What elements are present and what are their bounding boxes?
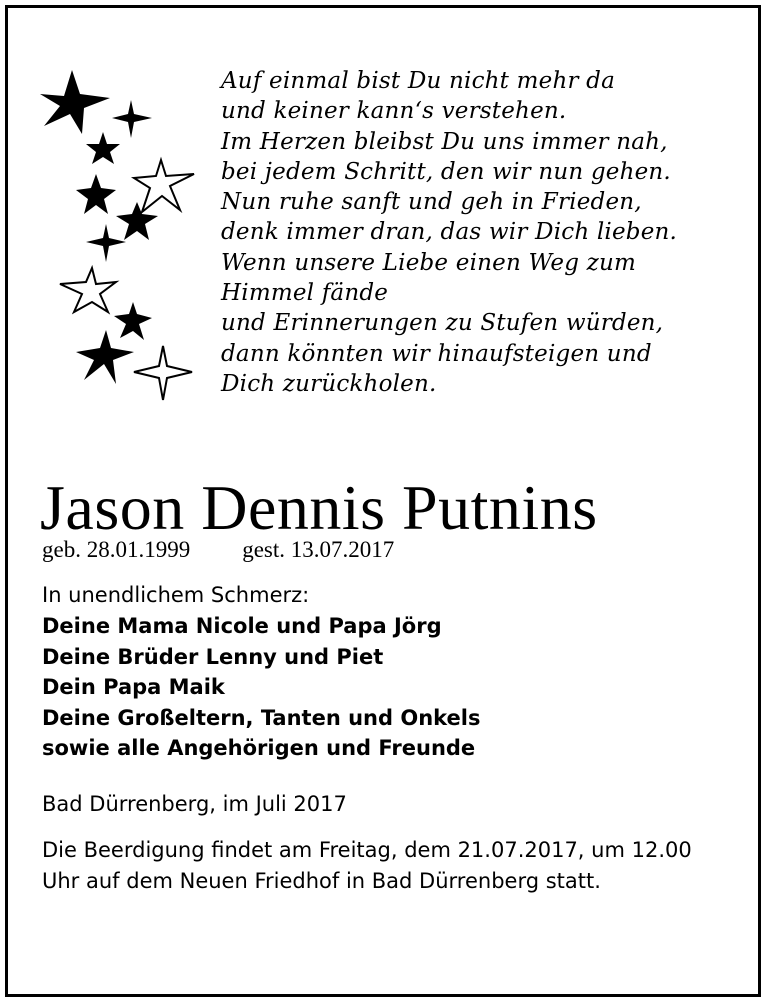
star-outline-icon (134, 160, 194, 212)
poem-line: und Erinnerungen zu Stufen würden, (221, 310, 664, 337)
star-icon (40, 70, 110, 134)
poem-line: und keiner kann‘s verstehen. (221, 98, 567, 125)
life-dates (42, 536, 394, 564)
mourner-line: Dein Papa Maik (42, 675, 225, 700)
star-icon (114, 302, 152, 340)
mourners-list (42, 611, 742, 764)
poem-line: Himmel fände (221, 280, 389, 307)
mourner-line: sowie alle Angehörigen und Freunde (42, 736, 476, 761)
star-icon (86, 132, 120, 164)
stars-icon (30, 62, 210, 402)
star-icon (116, 202, 158, 240)
death-date: gest. 13.07.2017 (242, 537, 395, 562)
sparkle-outline-icon (134, 346, 192, 400)
sparkle-icon (112, 100, 152, 138)
poem-line: Wenn unsere Liebe einen Weg zum (221, 249, 637, 276)
poem-line: Dich zurückholen. (221, 370, 437, 397)
mourners-intro: In unendlichem Schmerz: (42, 583, 310, 607)
deceased-name: Jason Dennis Putnins (40, 472, 598, 543)
poem-line: bei jedem Schritt, den wir nun gehen. (221, 158, 671, 185)
poem-line: denk immer dran, das wir Dich lieben. (221, 219, 678, 246)
poem-line: Im Herzen bleibst Du uns immer nah, (221, 128, 668, 155)
star-icon (76, 174, 116, 214)
sparkle-icon (86, 224, 126, 262)
poem-line: Nun ruhe sanft und geh in Frieden, (221, 189, 642, 216)
birth-date: geb. 28.01.1999 (42, 537, 191, 562)
mourner-line: Deine Großeltern, Tanten und Onkels (42, 705, 481, 730)
star-icon (76, 330, 134, 384)
mourner-line: Deine Brüder Lenny und Piet (42, 644, 384, 669)
mourner-line: Deine Mama Nicole und Papa Jörg (42, 614, 442, 638)
star-outline-icon (60, 268, 116, 312)
poem-line: Auf einmal bist Du nicht mehr da (221, 68, 616, 94)
poem-line: dann könnten wir hinaufsteigen und (221, 340, 652, 367)
funeral-notice: Die Beerdigung findet am Freitag, dem 21.07.2017, um 12.00 Uhr auf dem Neuen Friedhof in Bad Dürrenberg statt. (42, 838, 692, 893)
poem (221, 66, 721, 399)
place-and-date: Bad Dürrenberg, im Juli 2017 (42, 792, 347, 816)
